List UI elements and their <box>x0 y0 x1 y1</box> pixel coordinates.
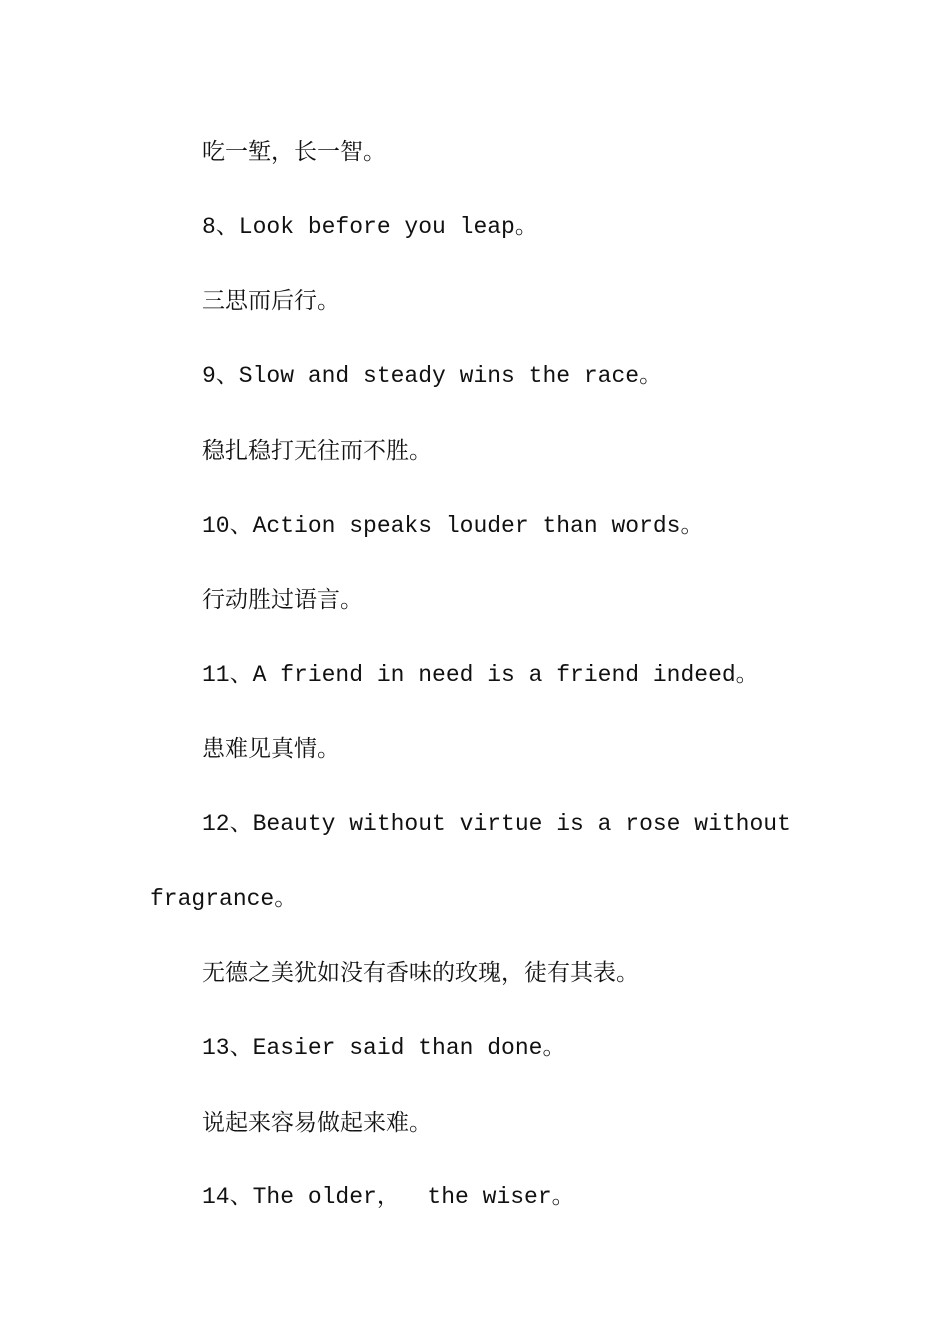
proverb-12-chinese: 无德之美犹如没有香味的玫瑰，徒有其表。 <box>202 960 639 986</box>
proverb-13-english: 13、Easier said than done。 <box>202 1035 566 1061</box>
proverb-11-chinese: 患难见真情。 <box>202 736 340 762</box>
proverb-10-english: 10、Action speaks louder than words。 <box>202 513 704 539</box>
proverb-13-chinese: 说起来容易做起来难。 <box>202 1110 432 1136</box>
proverb-14-english: 14、The older， the wiser。 <box>202 1184 575 1210</box>
proverb-8-english: 8、Look before you leap。 <box>202 214 538 240</box>
proverb-12-english-continued: fragrance。 <box>150 886 298 912</box>
proverb-11-english: 11、A friend in need is a friend indeed。 <box>202 662 759 688</box>
proverb-8-chinese: 三思而后行。 <box>202 288 340 314</box>
proverb-10-chinese: 行动胜过语言。 <box>202 587 363 613</box>
proverb-12-english: 12、Beauty without virtue is a rose without <box>202 811 791 837</box>
text-line-1: 吃一堑，长一智。 <box>202 139 386 165</box>
proverb-9-chinese: 稳扎稳打无往而不胜。 <box>202 438 432 464</box>
proverb-9-english: 9、Slow and steady wins the race。 <box>202 363 663 389</box>
